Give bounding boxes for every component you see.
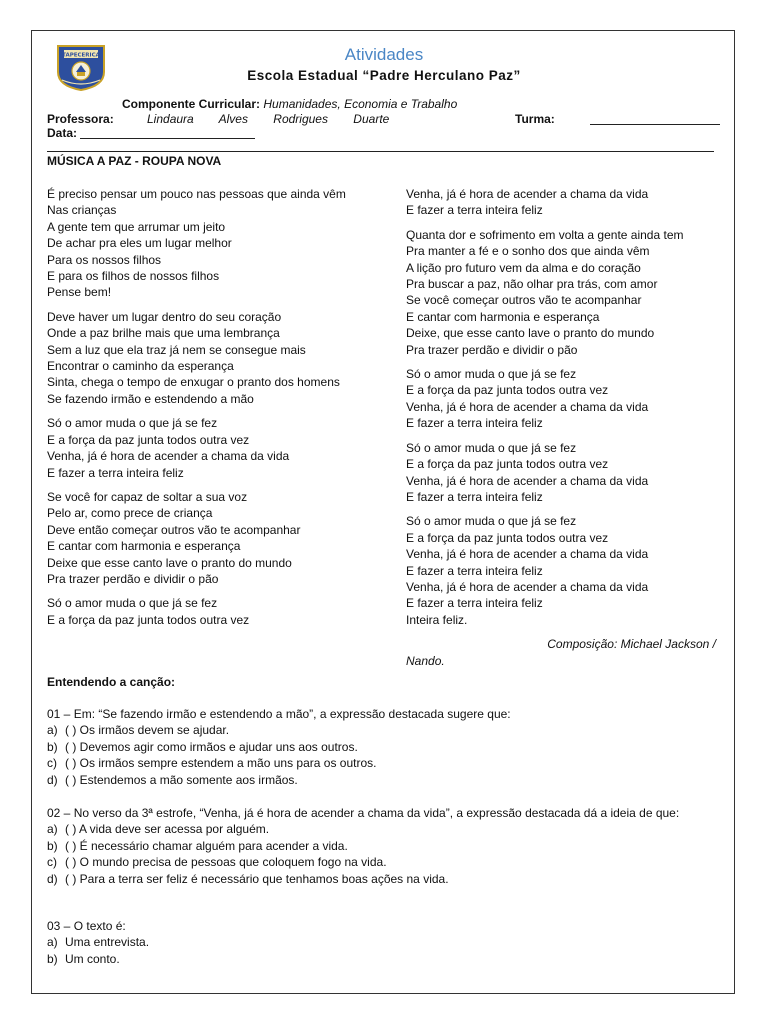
lyric-line: De achar pra eles um lugar melhor — [47, 236, 232, 251]
option-text: ( ) Para a terra ser feliz é necessário que tenhamos boas ações na vida. — [65, 871, 449, 886]
question-stem: 01 – Em: “Se fazendo irmão e estendendo a mão”, a expressão destacada sugere que: — [47, 707, 511, 721]
lyric-line: Quanta dor e sofrimento em volta a gente ainda tem — [406, 227, 684, 242]
option-letter: b) — [47, 739, 58, 754]
lyric-line: Onde a paz brilhe mais que uma lembrança — [47, 326, 280, 341]
lyric-line: Pra buscar a paz, não olhar pra trás, com amor — [406, 277, 658, 292]
lyrics-right-column — [406, 186, 716, 669]
lyric-line: Venha, já é hora de acender a chama da vida — [406, 399, 649, 414]
lyric-line: E a força da paz junta todos outra vez — [406, 383, 609, 398]
option-letter: a) — [47, 935, 58, 950]
lyric-line: Venha, já é hora de acender a chama da vida — [47, 449, 290, 464]
lyric-line: E fazer a terra inteira feliz — [406, 416, 543, 431]
lyric-line: Só o amor muda o que já se fez — [406, 440, 577, 455]
option-text: ( ) Os irmãos devem se ajudar. — [65, 723, 230, 738]
stanza — [406, 366, 716, 432]
header-divider — [47, 151, 714, 152]
option-letter: d) — [47, 772, 58, 787]
lyric-line: Só o amor muda o que já se fez — [47, 416, 218, 431]
component-value: Humanidades, Economia e Trabalho — [263, 97, 458, 111]
option-text: ( ) Estendemos a mão somente aos irmãos. — [65, 772, 298, 787]
lyric-line: Venha, já é hora de acender a chama da vida — [406, 547, 649, 562]
lyric-line: Para os nossos filhos — [47, 252, 162, 267]
answer-option[interactable] — [47, 934, 719, 950]
question-block — [47, 706, 719, 788]
option-text: Uma entrevista. — [65, 935, 150, 950]
lyric-line: Deve haver um lugar dentro do seu coração — [47, 309, 282, 324]
lyric-line: Venha, já é hora de acender a chama da vida — [406, 187, 649, 201]
lyric-line: Sem a luz que ela traz já nem se consegue mais — [47, 342, 306, 357]
class-label: Turma: — [515, 112, 555, 126]
lyric-line: A gente tem que arrumar um jeito — [47, 219, 226, 234]
option-letter: a) — [47, 723, 58, 738]
stanza — [406, 186, 716, 219]
lyric-line: Pense bem! — [47, 285, 112, 300]
stanza — [406, 227, 716, 358]
date-row — [47, 126, 255, 140]
option-text: ( ) O mundo precisa de pessoas que coloquem fogo na vida. — [65, 855, 387, 870]
question-block — [47, 918, 719, 967]
lyric-line: E a força da paz junta todos outra vez — [406, 530, 609, 545]
answer-option[interactable] — [47, 854, 719, 870]
option-text: Um conto. — [65, 951, 120, 966]
option-letter: b) — [47, 951, 58, 966]
option-text: ( ) Os irmãos sempre estendem a mão uns para os outros. — [65, 756, 377, 771]
stanza — [406, 440, 716, 506]
section-title: Entendendo a canção: — [47, 675, 176, 689]
lyrics-left-column — [47, 186, 361, 636]
option-text: ( ) A vida deve ser acessa por alguém. — [65, 822, 270, 837]
lyric-line: Se fazendo irmão e estendendo a mão — [47, 391, 254, 406]
question-stem: 03 – O texto é: — [47, 919, 126, 933]
lyric-line: Pelo ar, como prece de criança — [47, 506, 213, 521]
lyric-line: E a força da paz junta todos outra vez — [47, 612, 250, 627]
lyric-line: E cantar com harmonia e esperança — [47, 539, 241, 554]
lyric-line: E para os filhos de nossos filhos — [47, 269, 220, 284]
option-letter: c) — [47, 855, 57, 870]
question-stem: 02 – No verso da 3ª estrofe, “Venha, já é hora de acender a chama da vida”, a expressão destacada dá a ideia de que: — [47, 806, 680, 820]
lyric-line: Se você for capaz de soltar a sua voz — [47, 489, 248, 504]
page-title: Atividades — [344, 45, 424, 64]
lyric-line: Pra manter a fé e o sonho dos que ainda vêm — [406, 244, 650, 259]
date-label: Data: — [47, 126, 78, 140]
stanza — [406, 513, 716, 628]
lyric-line: Só o amor muda o que já se fez — [406, 514, 577, 529]
teacher-label: Professora: — [47, 112, 114, 126]
stanza — [47, 186, 361, 301]
lyric-line: A lição pro futuro vem da alma e do coração — [406, 260, 641, 275]
stanza — [47, 309, 361, 407]
option-letter: c) — [47, 756, 57, 771]
lyric-line: E fazer a terra inteira feliz — [47, 465, 184, 480]
lyric-line: E a força da paz junta todos outra vez — [47, 432, 250, 447]
song-credit — [406, 636, 716, 669]
school-name: Escola Estadual “Padre Herculano Paz” — [247, 68, 521, 83]
song-title: MÚSICA A PAZ - ROUPA NOVA — [47, 154, 222, 168]
lyric-line: Só o amor muda o que já se fez — [406, 367, 577, 382]
teacher-name: Lindaura Alves Rodrigues Duarte — [147, 112, 390, 126]
lyric-line: Sinta, chega o tempo de enxugar o pranto dos homens — [47, 375, 340, 390]
answer-option[interactable] — [47, 821, 719, 837]
component-label: Componente Curricular: — [122, 97, 261, 111]
answer-option[interactable] — [47, 772, 719, 788]
credit-line: Composição: Michael Jackson / — [547, 637, 716, 652]
lyric-line: Encontrar o caminho da esperança — [47, 359, 234, 374]
answer-option[interactable] — [47, 871, 719, 887]
lyric-line: Venha, já é hora de acender a chama da vida — [406, 473, 649, 488]
component-row — [122, 97, 457, 111]
option-letter: b) — [47, 838, 58, 853]
credit-line: Nando. — [406, 653, 445, 668]
teacher-row — [47, 112, 717, 126]
answer-option[interactable] — [47, 739, 719, 755]
option-letter: d) — [47, 871, 58, 886]
answer-option[interactable] — [47, 838, 719, 854]
logo-text: TAPECERICA — [62, 52, 100, 59]
lyric-line: Deixe, que esse canto lave o pranto do mundo — [406, 326, 655, 341]
lyric-line: Se você começar outros vão te acompanhar — [406, 293, 642, 308]
lyric-line: Deve então começar outros vão te acompanhar — [47, 522, 301, 537]
date-field[interactable] — [80, 138, 255, 139]
lyric-line: É preciso pensar um pouco nas pessoas que ainda vêm — [47, 187, 346, 201]
stanza — [47, 415, 361, 481]
option-text: ( ) É necessário chamar alguém para acender a vida. — [65, 838, 348, 853]
lyric-line: E fazer a terra inteira feliz — [406, 203, 543, 218]
question-block — [47, 805, 719, 887]
lyric-line: E fazer a terra inteira feliz — [406, 596, 543, 611]
lyric-line: E cantar com harmonia e esperança — [406, 309, 600, 324]
lyric-line: Deixe que esse canto lave o pranto do mundo — [47, 555, 292, 570]
lyric-line: Venha, já é hora de acender a chama da vida — [406, 579, 649, 594]
lyric-line: Só o amor muda o que já se fez — [47, 596, 218, 611]
stanza — [47, 489, 361, 587]
answer-option[interactable] — [47, 951, 719, 967]
lyric-line: Nas crianças — [47, 203, 117, 218]
lyric-line: Pra trazer perdão e dividir o pão — [47, 571, 219, 586]
lyric-line: E a força da paz junta todos outra vez — [406, 457, 609, 472]
lyric-line: E fazer a terra inteira feliz — [406, 563, 543, 578]
stanza — [47, 595, 361, 628]
lyric-line: Pra trazer perdão e dividir o pão — [406, 342, 578, 357]
option-text: ( ) Devemos agir como irmãos e ajudar uns aos outros. — [65, 739, 358, 754]
answer-option[interactable] — [47, 722, 719, 738]
lyric-line: Inteira feliz. — [406, 612, 468, 627]
answer-option[interactable] — [47, 755, 719, 771]
class-field[interactable] — [590, 124, 720, 125]
option-letter: a) — [47, 822, 58, 837]
lyric-line: E fazer a terra inteira feliz — [406, 489, 543, 504]
